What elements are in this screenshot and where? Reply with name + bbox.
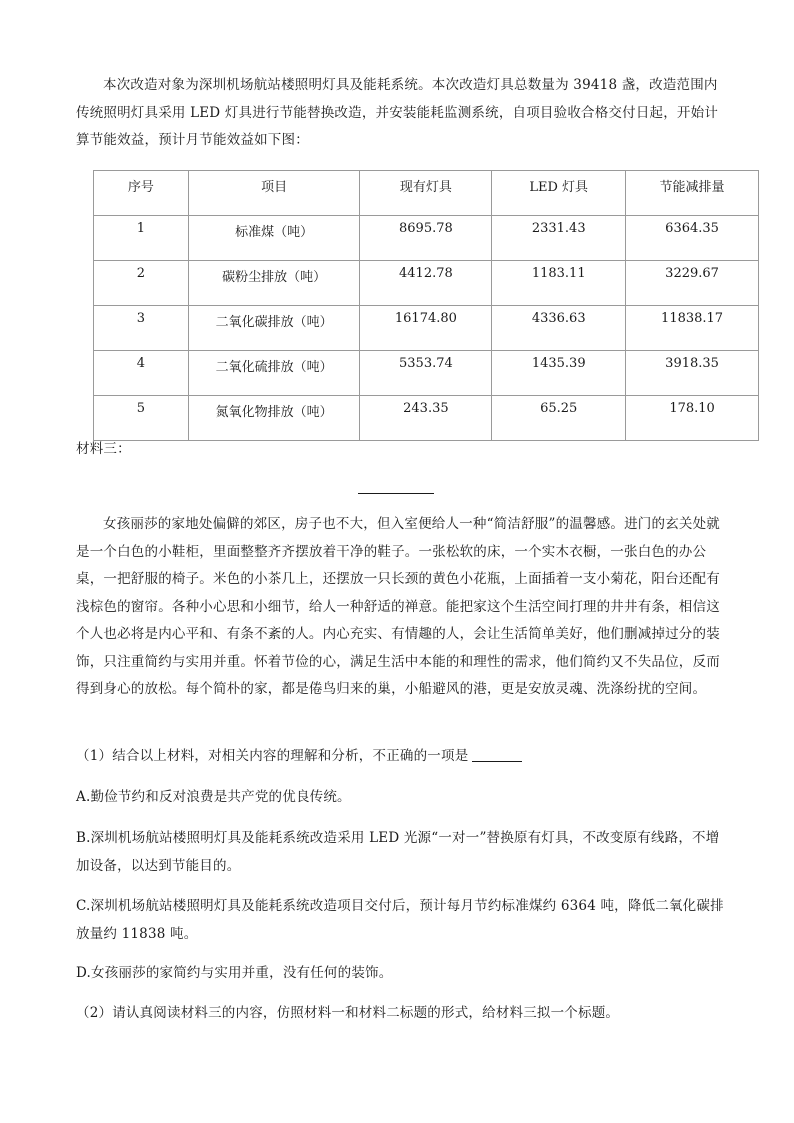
table-cell: 3 xyxy=(94,306,189,351)
table-cell: 16174.80 xyxy=(360,306,492,351)
table-cell: 3229.67 xyxy=(626,261,759,306)
material-three-paragraph: 女孩丽莎的家地处偏僻的郊区，房子也不大，但入室便给人一种“简洁舒服”的温馨感。进门的玄关处就是一个白色的小鞋柜，里面整整齐齐摆放着干净的鞋子。一张松软的床，一个实木衣橱，一张白色的办公桌，一把舒服的椅子。米色的小茶几上，还摆放一只长颈的黄色小花瓶，上面插着一支小菊花，阳台还配有浅棕色的窗帘。各种小心思和小细节，给人一种舒适的禅意。能把家这个生活空间打理的井井有条，相信这个人也必将是内心平和、有条不紊的人。内心充实、有情趣的人，会让生活简单美好，他们删减掉过分的装饰，只注重简约与实用并重。怀着节俭的心，满足生活中本能的和理性的需求，他们简约又不失品位，反而得到身心的放松。每个简朴的家，都是倦鸟归来的巢，小船避风的港，更是安放灵魂、洗涤纷扰的空间。 xyxy=(76,516,721,697)
table-cell: 2331.43 xyxy=(492,216,626,261)
table-cell: 8695.78 xyxy=(360,216,492,261)
question-two: （2）请认真阅读材料三的内容，仿照材料一和材料二标题的形式，给材料三拟一个标题。 xyxy=(76,1005,620,1021)
option-a: A.勤俭节约和反对浪费是共产党的优良传统。 xyxy=(76,789,351,805)
table-cell: 标准煤（吨） xyxy=(188,216,360,261)
table-cell: 243.35 xyxy=(360,396,492,441)
table-row xyxy=(94,261,759,306)
energy-savings-table xyxy=(93,170,759,441)
table-cell: 1435.39 xyxy=(492,351,626,396)
table-row xyxy=(94,351,759,396)
table-header-cell: 项目 xyxy=(188,171,360,216)
table-cell: 3918.35 xyxy=(626,351,759,396)
table-cell: 4 xyxy=(94,351,189,396)
material-three-label: 材料三： xyxy=(76,441,131,457)
table-cell: 1183.11 xyxy=(492,261,626,306)
option-c: C.深圳机场航站楼照明灯具及能耗系统改造项目交付后，预计每月节约标准煤约 6364 吨，降低二氧化碳排放量约 11838 吨。 xyxy=(76,898,724,942)
table-cell: 碳粉尘排放（吨） xyxy=(188,261,360,306)
title-blank-line xyxy=(358,493,434,494)
table-header-cell: 序号 xyxy=(94,171,189,216)
table-cell: 4412.78 xyxy=(360,261,492,306)
table-header-cell: 现有灯具 xyxy=(360,171,492,216)
table-cell: 2 xyxy=(94,261,189,306)
table-header-row xyxy=(94,171,759,216)
table-cell: 二氧化硫排放（吨） xyxy=(188,351,360,396)
table-header-cell: 节能减排量 xyxy=(626,171,759,216)
table-header-cell: LED 灯具 xyxy=(492,171,626,216)
option-d: D.女孩丽莎的家简约与实用并重，没有任何的装饰。 xyxy=(76,965,393,981)
intro-paragraph: 本次改造对象为深圳机场航站楼照明灯具及能耗系统。本次改造灯具总数量为 39418 盏，改造范围内传统照明灯具采用 LED 灯具进行节能替换改造，并安装能耗监测系统，自项目验收合格交付日起，开始计算节能效益，预计月节能效益如下图： xyxy=(76,77,719,148)
answer-blank xyxy=(472,761,522,762)
table-cell: 11838.17 xyxy=(626,306,759,351)
table-cell: 二氧化碳排放（吨） xyxy=(188,306,360,351)
table-cell: 4336.63 xyxy=(492,306,626,351)
table-cell: 65.25 xyxy=(492,396,626,441)
table-row xyxy=(94,396,759,441)
table-row xyxy=(94,306,759,351)
table-row xyxy=(94,216,759,261)
table-cell: 5 xyxy=(94,396,189,441)
table-cell: 6364.35 xyxy=(626,216,759,261)
option-b: B.深圳机场航站楼照明灯具及能耗系统改造采用 LED 光源“一对一”替换原有灯具，不改变原有线路，不增加设备，以达到节能目的。 xyxy=(76,830,720,874)
question-one xyxy=(76,743,724,771)
table-cell: 5353.74 xyxy=(360,351,492,396)
table-cell: 氮氧化物排放（吨） xyxy=(188,396,360,441)
table-cell: 178.10 xyxy=(626,396,759,441)
table-cell: 1 xyxy=(94,216,189,261)
question-one-text: （1）结合以上材料，对相关内容的理解和分析，不正确的一项是 xyxy=(76,748,469,764)
